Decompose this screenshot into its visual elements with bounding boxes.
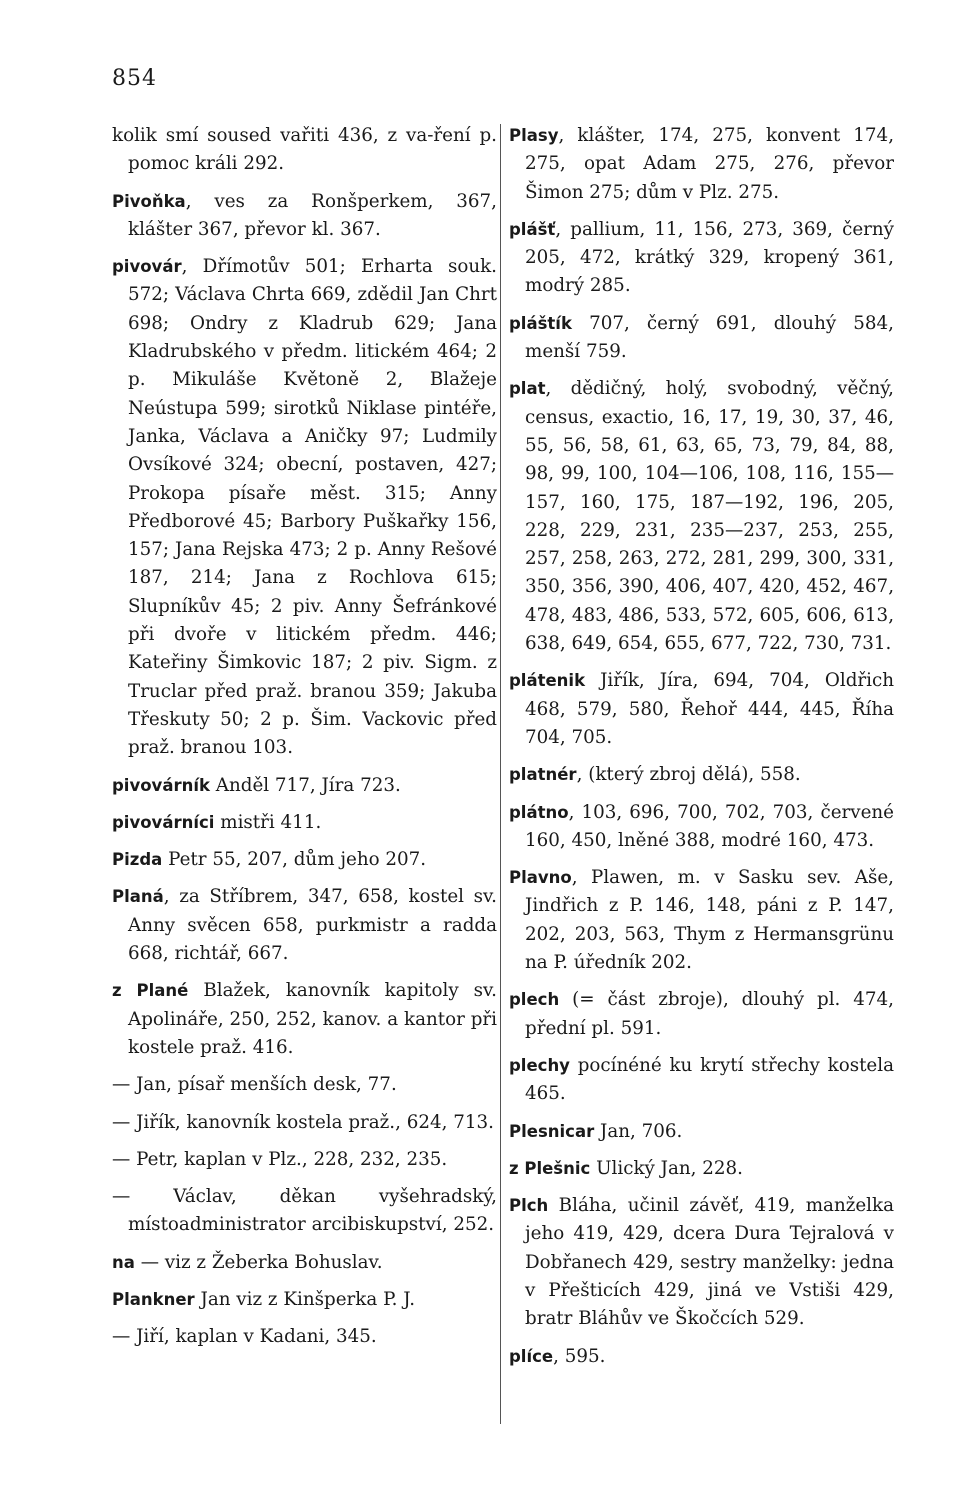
entry-text: Ulický Jan, 228.	[590, 1157, 743, 1179]
index-entry	[509, 864, 894, 977]
entry-headword: plášť	[509, 219, 556, 239]
entry-headword: Plavno	[509, 868, 572, 888]
index-entry	[112, 1249, 497, 1277]
entry-text: , dědičný, holý, svobodný, věčný, census, exactio, 16, 17, 19, 30, 37, 46, 55, 56, 58, 61, 63, 65, 73, 79, 84, 88, 98, 99, 100, 104—106, 108, 116, 155—157, 160, 175, 187—192, 196, 205, 228, 229, 231, 235—237, 253, 255, 257, 258, 263, 272, 281, 299, 300, 331, 350, 356, 390, 406, 407, 420, 452, 467, 478, 483, 486, 533, 572, 605, 606, 613, 638, 649, 654, 655, 677, 722, 730, 731.	[525, 378, 894, 655]
index-entry	[509, 122, 894, 207]
entry-headword: plat	[509, 379, 546, 399]
entry-text: pocínéné ku krytí střechy kostela 465.	[525, 1054, 894, 1105]
entry-headword: pláštík	[509, 313, 572, 333]
index-entry	[509, 1052, 894, 1109]
index-entry	[509, 1343, 894, 1371]
entry-headword: Planá	[112, 887, 164, 907]
entry-headword: plech	[509, 990, 560, 1010]
index-entry	[509, 1192, 894, 1333]
index-entry	[112, 1183, 497, 1240]
entry-headword: Pizda	[112, 850, 163, 870]
entry-text: — Petr, kaplan v Plz., 228, 232, 235.	[112, 1148, 448, 1170]
entry-headword: z Plešnic	[509, 1158, 591, 1178]
entry-text: Anděl 717, Jíra 723.	[209, 774, 401, 796]
index-entry	[509, 667, 894, 752]
entry-text: 707, černý 691, dlouhý 584, menší 759.	[525, 312, 894, 363]
index-entry	[509, 216, 894, 301]
entry-text: , klášter, 174, 275, konvent 174, 275, opat Adam 275, 276, převor Šimon 275; dům v Plz. 275.	[525, 125, 894, 203]
entry-text: , za Stříbrem, 347, 658, kostel sv. Anny svěcen 658, purkmistr a radda 668, richtář, 667.	[128, 886, 497, 965]
entry-text: , Plawen, m. v Sasku sev. Aše, Jindřich z P. 146, 148, páni z P. 147, 202, 203, 563, Thym z Hermansgrünu na P. úředník 202.	[525, 867, 894, 974]
entry-headword: na	[112, 1252, 135, 1272]
entry-headword: Plasy	[509, 126, 559, 145]
entry-text: — Jiřík, kanovník kostela praž., 624, 713.	[112, 1111, 494, 1133]
entry-text: , 103, 696, 700, 702, 703, červené 160, 450, lněné 388, modré 160, 473.	[525, 801, 894, 851]
column-divider	[500, 124, 501, 1424]
entry-text: , 595.	[553, 1345, 606, 1367]
entry-headword: Plesnicar	[509, 1121, 595, 1141]
entry-headword: plechy	[509, 1055, 570, 1075]
entry-text: Bláha, učinil závěť, 419, manželka jeho 419, 429, dcera Dura Tejralová v Dobřanech 429, sestry manželky: jedna v Přešticích 429, jiná ve Vstiši 429, bratr Bláhův ve Škočcích 529.	[525, 1195, 894, 1330]
entry-text: Blažek, kanovník kapitoly sv. Apolináře, 250, 252, kanov. a kantor při kostele praž. 416.	[128, 980, 497, 1058]
index-entry	[509, 799, 894, 856]
page-number: 854	[112, 66, 157, 91]
entry-text: — Jan, písař menších desk, 77.	[112, 1074, 397, 1096]
index-entry	[112, 253, 497, 762]
entry-text: kolik smí soused vařiti 436, z va-ření p. pomoc králi 292.	[112, 125, 497, 175]
entry-headword: pivovárník	[112, 775, 210, 795]
index-entry	[112, 883, 497, 968]
index-entry	[509, 986, 894, 1043]
entry-text: , (který zbroj dělá), 558.	[576, 764, 801, 786]
right-column	[509, 122, 894, 1380]
index-entry	[112, 1146, 497, 1174]
entry-headword: plátno	[509, 802, 569, 822]
index-entry	[112, 809, 497, 837]
entry-headword: z Plané	[112, 981, 189, 1001]
entry-text: Jiřík, Jíra, 694, 704, Oldřich 468, 579, 580, Řehoř 444, 445, Říha 704, 705.	[525, 670, 894, 748]
entry-headword: Plch	[509, 1196, 549, 1216]
entry-text: (= část zbroje), dlouhý pl. 474, přední pl. 591.	[525, 989, 894, 1039]
index-entry	[112, 188, 497, 245]
index-entry	[509, 375, 894, 658]
entry-headword: Plankner	[112, 1289, 195, 1309]
index-entry	[509, 1118, 894, 1146]
entry-text: , pallium, 11, 156, 273, 369, černý 205, 472, krátký 329, kropený 361, modrý 285.	[525, 218, 894, 297]
left-column	[112, 122, 497, 1361]
index-entry	[509, 761, 894, 789]
entry-text: mistři 411.	[214, 811, 322, 833]
entry-headword: pivovárníci	[112, 812, 215, 832]
entry-text: — viz z Žeberka Bohuslav.	[134, 1251, 383, 1273]
entry-headword: Pivoňka	[112, 191, 186, 211]
entry-text: — Jiří, kaplan v Kadani, 345.	[112, 1326, 377, 1348]
index-entry	[112, 122, 497, 179]
entry-headword: platnér	[509, 765, 577, 785]
index-entry	[112, 977, 497, 1062]
entry-text: Jan, 706.	[594, 1120, 683, 1142]
entry-headword: plátenik	[509, 671, 586, 691]
entry-text: , ves za Ronšperkem, 367, klášter 367, převor kl. 367.	[128, 190, 497, 240]
entry-headword: plíce	[509, 1346, 554, 1366]
index-entry	[112, 1109, 497, 1137]
index-entry	[112, 846, 497, 874]
entry-text: Jan viz z Kinšperka P. J.	[194, 1288, 416, 1310]
entry-text: , Dřímotův 501; Erharta souk. 572; Václava Chrta 669, zdědil Jan Chrt 698; Ondry z Kladrub 629; Jana Kladrubského v předm. litickém 464; 2 p. Mikuláše Květoně 2, Blažeje Neústupa 599; sirotků Niklase pintéře, Janka, Václava a Aničky 97; Ludmily Ovsíkové 324; obecní, postaven, 427; Prokopa písaře měst. 315; Anny Předborové 45; Barbory Puškařky 156, 157; Jana Rejska 473; 2 p. Anny Rešové 187, 214; Jana z Rochlova 615; Slupníkův 45; 2 piv. Anny Šefránkové při dvoře v litickém předm. 446; Kateřiny Šimkovic 187; 2 piv. Sigm. z Truclar před praž. branou 359; Jakuba Třeskuty 50; 2 p. Šim. Vackovic před praž. branou 103.	[128, 256, 497, 759]
index-entry	[112, 772, 497, 800]
index-entry	[112, 1323, 497, 1351]
entry-text: — Václav, děkan vyšehradský, místoadministrator arcibiskupství, 252.	[112, 1186, 497, 1236]
index-entry	[112, 1071, 497, 1099]
index-entry	[509, 1155, 894, 1183]
entry-headword: pivovár	[112, 257, 182, 277]
index-entry	[112, 1286, 497, 1314]
index-entry	[509, 310, 894, 367]
entry-text: Petr 55, 207, dům jeho 207.	[162, 849, 427, 871]
